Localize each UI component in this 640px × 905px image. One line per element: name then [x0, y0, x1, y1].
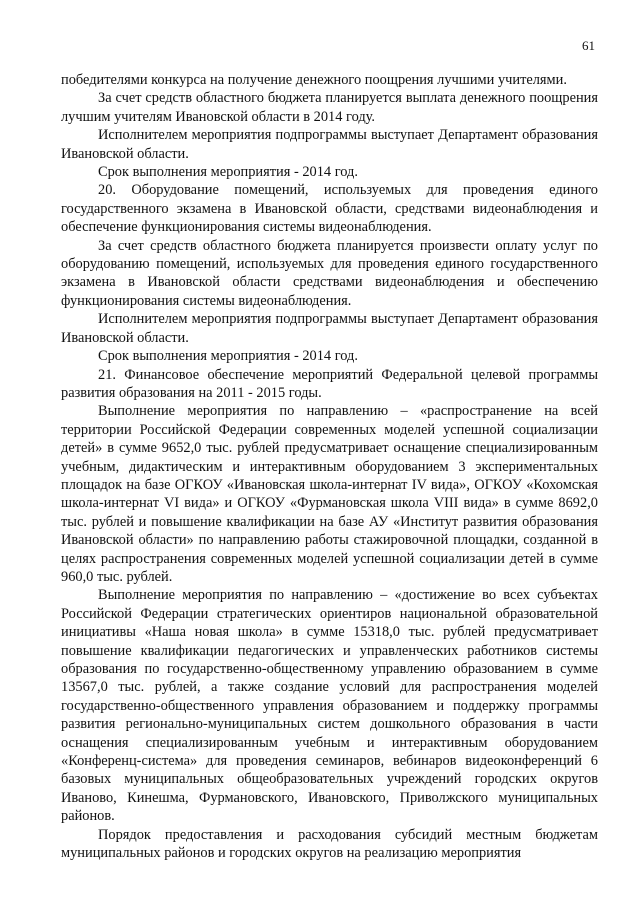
- paragraph: За счет средств областного бюджета планируется произвести оплату услуг по оборудованию помещений, используемых для проведения единого государственного экзамена в Ивановской области средствами видеонаблюдения и обеспечению функционирования системы видеонаблюдения.: [61, 237, 598, 309]
- paragraph: Срок выполнения мероприятия - 2014 год.: [98, 348, 358, 365]
- paragraph: Выполнение мероприятия по направлению – «распространение на всей территории Российской Федерации современных моделей успешной социализации детей» в сумме 9652,0 тыс. рублей предусматривает оснащение специализированным учебным, дидактическим и интерактивным оборудованием 3 экспериментальных площадок на базе ОГКОУ «Ивановская школа-интернат IV вида», ОГКОУ «Кохомская школа-интернат VI вида» и ОГКОУ «Фурмановская школа VIII вида» в сумме 8692,0 тыс. рублей и повышение квалификации на базе АУ «Институт развития образования Ивановской области» по направлению работы стажировочной площадки, созданной в целях распространения современных моделей успешной социализации детей в сумме 960,0 тыс. рублей.: [61, 403, 598, 585]
- page-number: 61: [582, 38, 595, 53]
- paragraph: Исполнителем мероприятия подпрограммы выступает Департамент образования Ивановской области.: [61, 311, 598, 346]
- paragraph: 21. Финансовое обеспечение мероприятий Федеральной целевой программы развития образования на 2011 - 2015 годы.: [61, 366, 598, 401]
- paragraph: Выполнение мероприятия по направлению – «достижение во всех субъектах Российской Федерации стратегических ориентиров национальной образовательной инициативы «Наша новая школа» в сумме 15318,0 тыс. рублей предусматривает повышение квалификации педагогических и управленческих работников системы образования по государственно-общественному управлению образованием в сумме 13567,0 тыс. рублей, а также создание условий для распространения моделей государственно-общественного управления образованием и поддержку программы развития регионально-муниципальных систем дошкольного образования в части оснащения специализированным учебным и интерактивным оборудованием «Конференц-система» для проведения семинаров, вебинаров видеоконференций 6 базовых муниципальных общеобразовательных учреждений городских округов Иваново, Кинешма, Фурмановского, Ивановского, Приволжского муниципальных районов.: [61, 587, 598, 825]
- paragraph: Исполнителем мероприятия подпрограммы выступает Департамент образования Ивановской области.: [61, 127, 598, 162]
- document-body: [61, 71, 598, 862]
- paragraph: Порядок предоставления и расходования субсидий местным бюджетам муниципальных районов и городских округов на реализацию мероприятия: [61, 826, 598, 862]
- paragraph: победителями конкурса на получение денежного поощрения лучшими учителями.: [61, 72, 567, 88]
- paragraph: Срок выполнения мероприятия - 2014 год.: [98, 164, 358, 181]
- paragraph: 20. Оборудование помещений, используемых для проведения единого государственного экзамена в Ивановской области, средствами видеонаблюдения и обеспечение функционирования системы видеонаблюдения.: [61, 182, 598, 236]
- paragraph: За счет средств областного бюджета планируется выплата денежного поощрения лучшим учителям Ивановской области в 2014 году.: [61, 90, 598, 125]
